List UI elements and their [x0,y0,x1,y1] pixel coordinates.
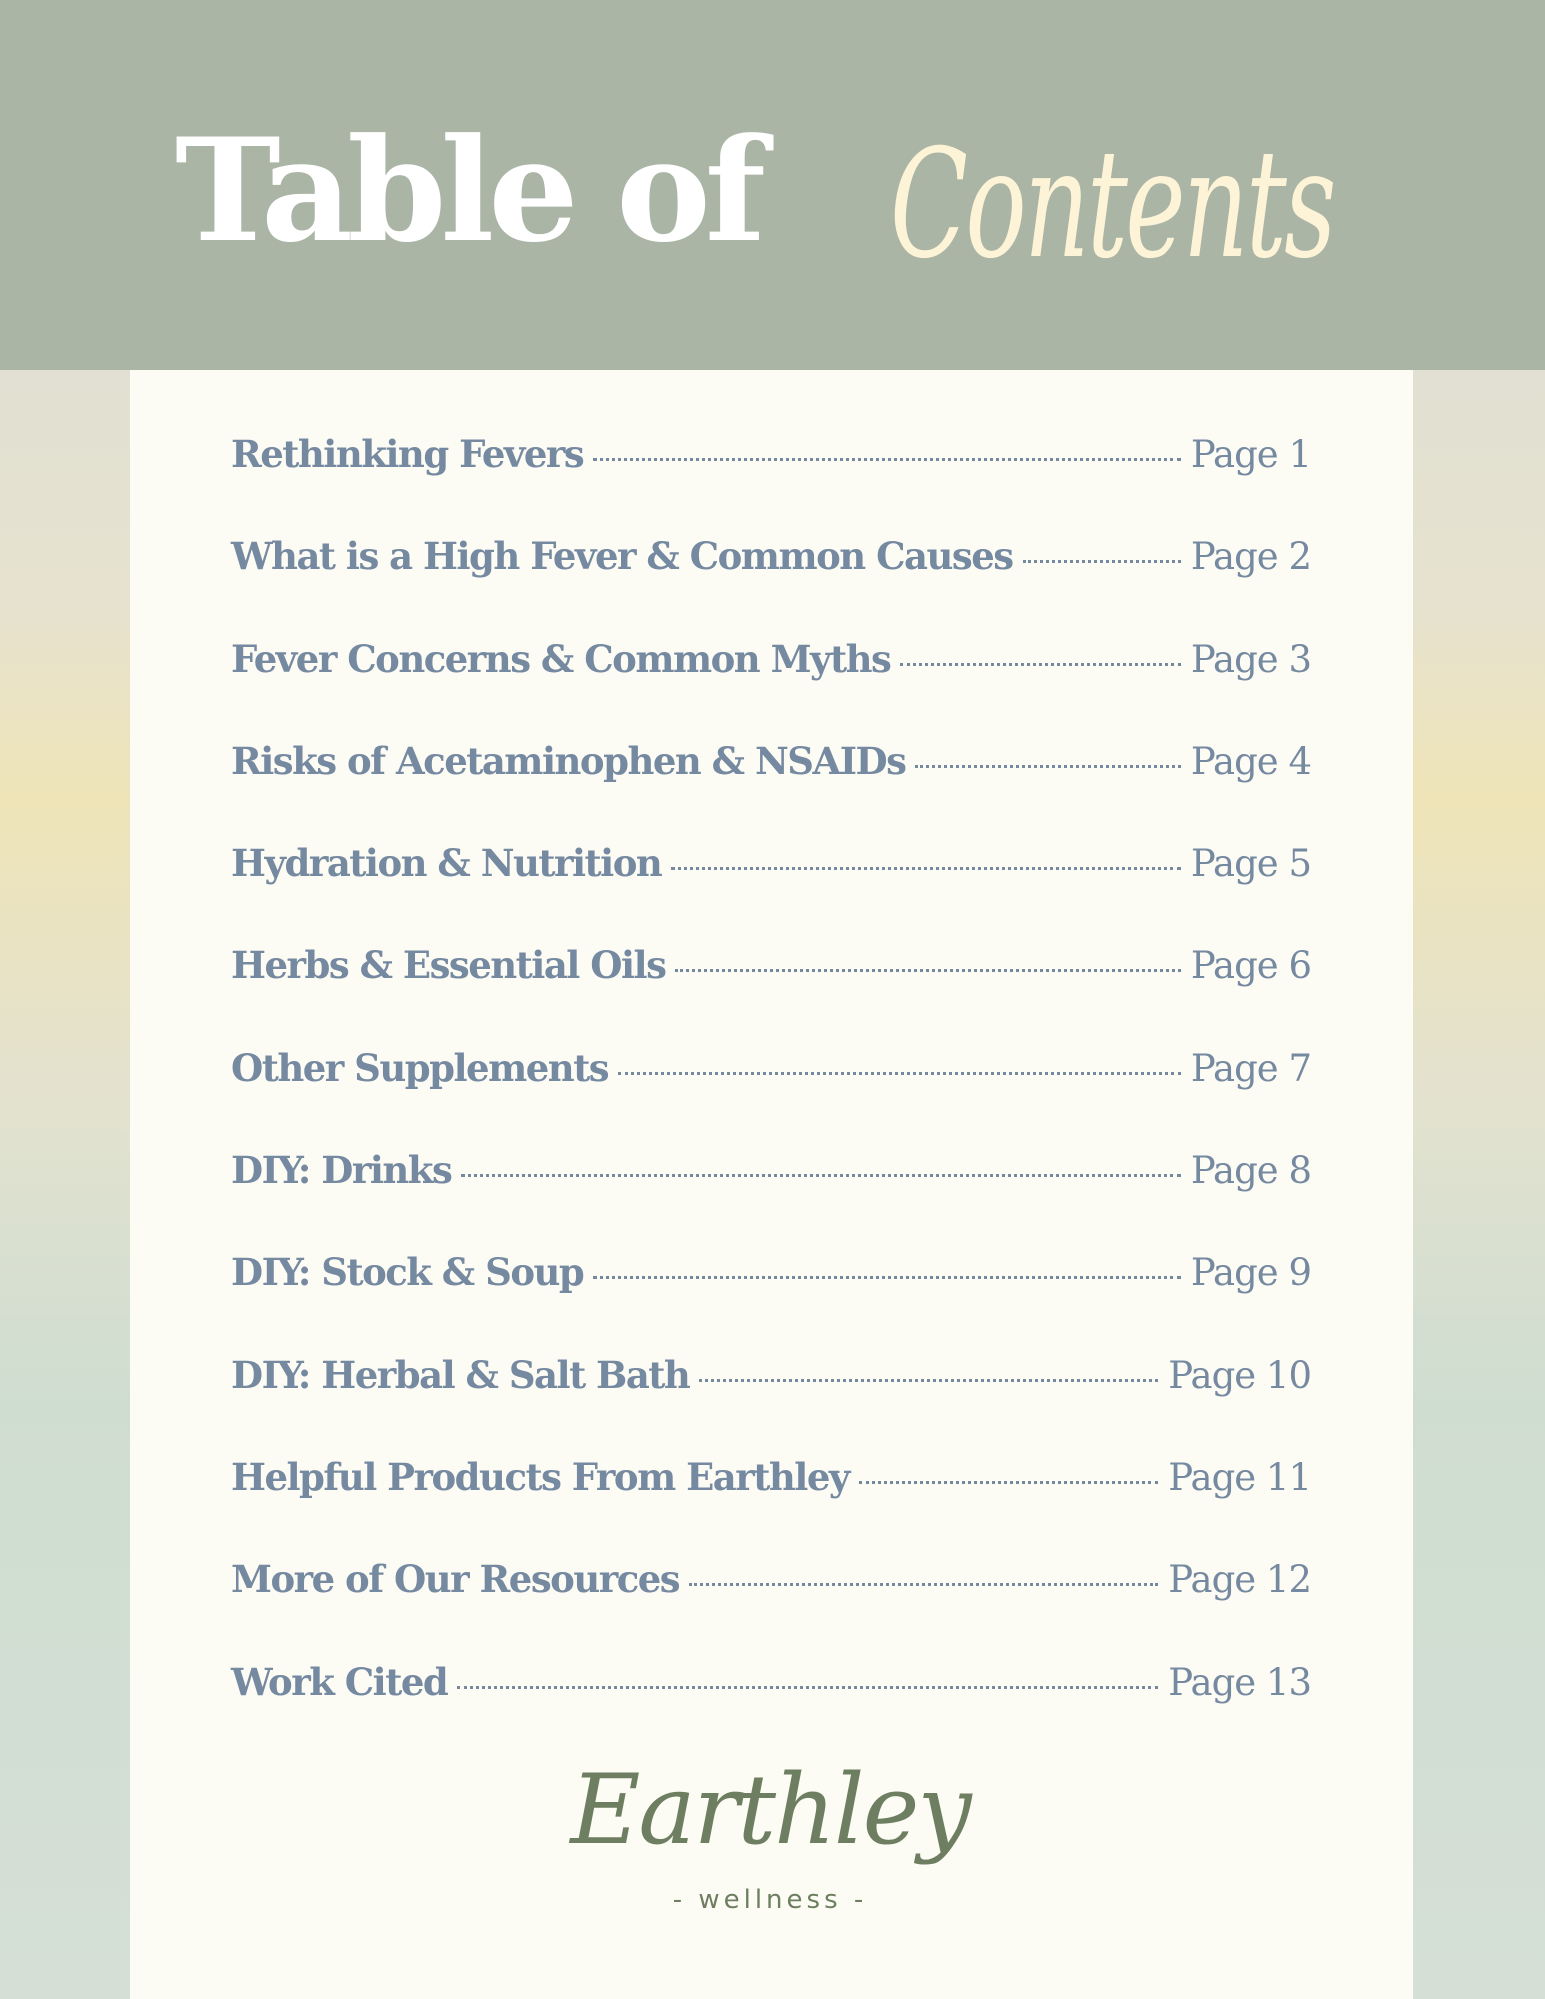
toc-entry-title: DIY: Stock & Soup [231,1250,584,1295]
toc-entry[interactable] [231,432,1311,534]
toc-entry-title: DIY: Herbal & Salt Bath [231,1352,690,1397]
dot-leader [915,765,1180,768]
toc-entry-title: Risks of Acetaminophen & NSAIDs [231,738,906,783]
dot-leader [461,1174,1181,1177]
toc-entry-title: What is a High Fever & Common Causes [231,534,1013,579]
toc-entry-page: Page 6 [1190,944,1311,988]
toc-entry-page: Page 8 [1190,1149,1311,1193]
toc-entry[interactable] [231,1148,1311,1250]
toc-entry-title: DIY: Drinks [231,1148,452,1193]
toc-entry[interactable] [231,1250,1311,1352]
toc-entry-page: Page 12 [1168,1558,1311,1602]
dot-leader [699,1379,1158,1382]
logo-brand: Earthley [570,1754,970,1866]
toc-entry[interactable] [231,534,1311,636]
toc-entry-title: Helpful Products From Earthley [231,1454,849,1499]
toc-entry-page: Page 11 [1168,1455,1311,1499]
toc-entry-title: Hydration & Nutrition [231,841,662,886]
toc-entry-page: Page 7 [1190,1046,1311,1090]
toc-entry-page: Page 9 [1190,1251,1311,1295]
dot-leader [900,663,1180,666]
table-of-contents [231,432,1311,1762]
toc-entry-title: Herbs & Essential Oils [231,943,666,988]
dot-leader [689,1583,1158,1586]
toc-entry[interactable] [231,1455,1311,1557]
toc-entry-title: More of Our Resources [231,1557,680,1602]
toc-entry[interactable] [231,841,1311,943]
title-part-1: Table of [175,108,760,274]
title-part-2: Contents [890,118,1334,292]
toc-entry[interactable] [231,943,1311,1045]
toc-entry[interactable] [231,1557,1311,1659]
toc-entry-page: Page 1 [1190,433,1311,476]
dot-leader [457,1686,1158,1689]
dot-leader [1023,560,1181,563]
toc-entry[interactable] [231,637,1311,739]
toc-entry-page: Page 13 [1168,1660,1311,1704]
toc-entry-page: Page 2 [1190,535,1311,579]
toc-entry[interactable] [231,1046,1311,1148]
toc-entry[interactable] [231,739,1311,841]
earthley-logo [560,1745,980,1917]
toc-entry-page: Page 3 [1190,637,1311,681]
header-banner [0,0,1545,370]
toc-entry-title: Rethinking Fevers [231,432,584,476]
toc-entry-page: Page 4 [1190,739,1311,783]
toc-entry-page: Page 10 [1168,1353,1311,1397]
toc-entry-title: Fever Concerns & Common Myths [231,636,891,681]
dot-leader [859,1481,1158,1484]
dot-leader [675,969,1180,972]
toc-entry-page: Page 5 [1190,842,1311,886]
dot-leader [671,867,1181,870]
dot-leader [593,458,1181,461]
toc-entry[interactable] [231,1353,1311,1455]
toc-entry-title: Other Supplements [231,1045,609,1090]
dot-leader [593,1276,1181,1279]
dot-leader [618,1072,1181,1075]
logo-tagline: - wellness - [672,1885,868,1915]
toc-entry-title: Work Cited [231,1659,448,1704]
